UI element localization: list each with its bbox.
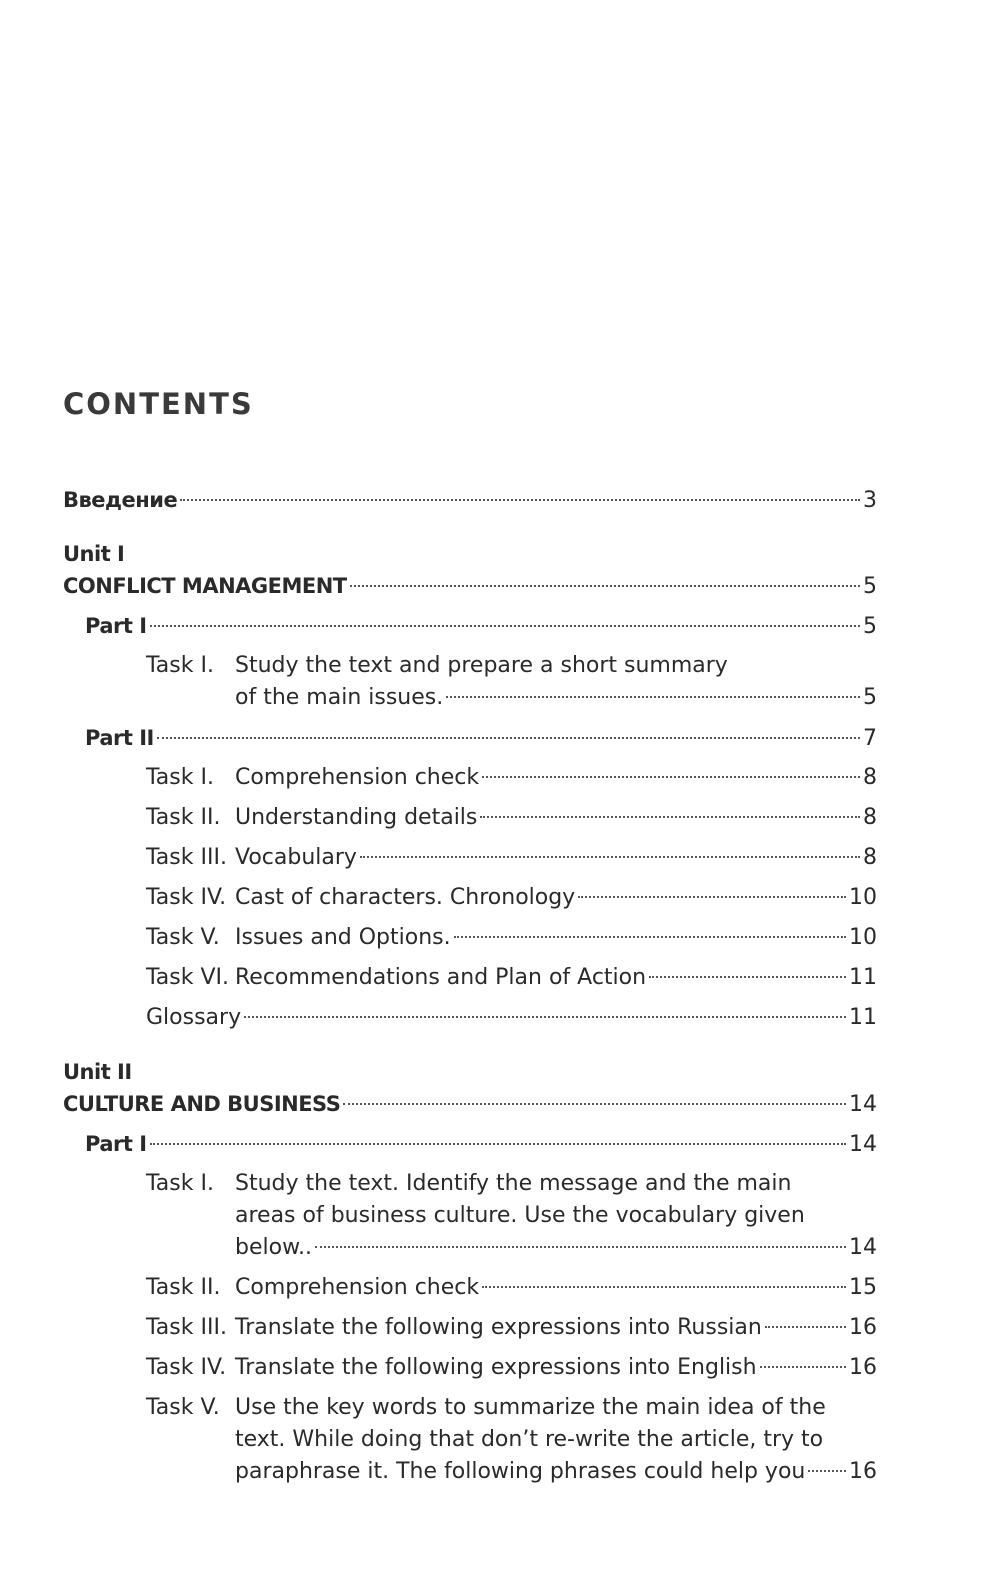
toc-page-number: 14	[849, 1092, 877, 1117]
toc-page-number: 8	[863, 845, 877, 870]
dot-leader	[157, 737, 860, 739]
toc-page-number: 16	[849, 1315, 877, 1340]
dot-leader	[482, 776, 860, 778]
dot-leader	[315, 1246, 846, 1248]
toc-task-entry[interactable]	[63, 1312, 877, 1344]
dot-leader	[343, 1103, 846, 1105]
task-number: Task IV.	[146, 885, 227, 910]
toc-page-number: 10	[849, 885, 877, 910]
dot-leader	[244, 1016, 846, 1018]
dot-leader	[480, 816, 860, 818]
task-text-line: Study the text. Identify the message and the main	[235, 1171, 792, 1196]
unit-label	[63, 538, 877, 570]
toc-page-number: 8	[863, 765, 877, 790]
toc-task-entry[interactable]	[63, 882, 877, 914]
task-text-line: Understanding details	[235, 805, 478, 830]
part-label: Part II	[85, 726, 154, 750]
toc-task-entry[interactable]	[63, 1272, 877, 1304]
toc-page-number: 10	[849, 925, 877, 950]
toc-entry-unit-1-part-1[interactable]	[63, 610, 877, 642]
task-number: Task IV.	[146, 1355, 227, 1380]
toc-entry-unit-2-part-1[interactable]	[63, 1128, 877, 1160]
task-text-line: Comprehension check	[235, 1275, 480, 1300]
unit-2-label: Unit II	[63, 1060, 132, 1084]
dot-leader	[350, 585, 860, 587]
toc-task-entry[interactable]	[63, 842, 877, 874]
unit-2-heading: CULTURE AND BUSINESS	[63, 1092, 341, 1116]
toc-task-entry[interactable]	[63, 1352, 877, 1384]
dot-leader	[765, 1326, 846, 1328]
task-number: Task II.	[146, 1275, 221, 1300]
toc-page-number: 14	[849, 1235, 877, 1260]
page-title: CONTENTS	[63, 387, 254, 421]
task-text-line: Translate the following expressions into English	[235, 1355, 757, 1380]
toc-entry-unit-1-part-2[interactable]	[63, 722, 877, 754]
contents-page	[63, 384, 877, 1488]
task-text-line: paraphrase it. The following phrases could help you	[235, 1459, 806, 1484]
task-text-line: Cast of characters. Chronology	[235, 885, 576, 910]
toc-page-number: 15	[849, 1275, 877, 1300]
task-text-line: Issues and Options.	[235, 925, 451, 950]
task-text-line: Use the key words to summarize the main idea of the	[235, 1395, 826, 1420]
toc-task-entry[interactable]	[63, 922, 877, 954]
dot-leader	[360, 856, 860, 858]
task-text-line: Study the text and prepare a short summary	[235, 653, 728, 678]
unit-1-heading: CONFLICT MANAGEMENT	[63, 574, 347, 598]
task-text-line: Comprehension check	[235, 765, 480, 790]
dot-leader	[150, 1143, 846, 1145]
toc-task-entry[interactable]	[63, 802, 877, 834]
toc-entry-unit-1-heading[interactable]	[63, 570, 877, 602]
toc-task-entry[interactable]	[63, 1168, 877, 1264]
task-number: Task I.	[146, 653, 214, 678]
toc-task-entry[interactable]	[63, 762, 877, 794]
task-number: Task I.	[146, 1171, 214, 1196]
task-text-line: Recommendations and Plan of Action	[235, 965, 647, 990]
toc-page-number: 3	[863, 488, 877, 513]
toc-page-number: 11	[849, 965, 877, 990]
toc-task-entry[interactable]	[63, 962, 877, 994]
dot-leader	[578, 896, 846, 898]
toc-page-number: 5	[863, 614, 877, 639]
part-label: Part I	[85, 614, 147, 638]
toc-entry-unit-2-heading[interactable]	[63, 1088, 877, 1120]
toc-page-number: 7	[863, 726, 877, 751]
task-text-line: text. While doing that don’t re-write the article, try to	[235, 1427, 824, 1452]
dot-leader	[649, 976, 846, 978]
dot-leader	[808, 1470, 846, 1472]
task-text-line: below..	[235, 1235, 313, 1260]
toc-page-number: 11	[849, 1005, 877, 1030]
toc-entry-label: Введение	[63, 488, 178, 512]
dot-leader	[150, 625, 860, 627]
task-number: Task V.	[146, 1395, 220, 1420]
dot-leader	[760, 1366, 846, 1368]
part-label: Part I	[85, 1132, 147, 1156]
toc-task-entry[interactable]	[63, 650, 877, 714]
toc-page-number: 16	[849, 1459, 877, 1484]
task-number: Task II.	[146, 805, 221, 830]
dot-leader	[454, 936, 846, 938]
task-text-line: Vocabulary	[235, 845, 357, 870]
task-number: Task III.	[146, 845, 227, 870]
task-text-line: areas of business culture. Use the vocabulary given	[235, 1203, 805, 1228]
task-number: Task I.	[146, 765, 214, 790]
dot-leader	[180, 499, 860, 501]
toc-page-number: 16	[849, 1355, 877, 1380]
unit-1-label: Unit I	[63, 542, 125, 566]
toc-entry-glossary[interactable]	[63, 1002, 877, 1034]
task-number: Task VI.	[146, 965, 230, 990]
toc-task-entry[interactable]	[63, 1392, 877, 1488]
task-number: Task III.	[146, 1315, 227, 1340]
dot-leader	[446, 696, 860, 698]
task-number: Task V.	[146, 925, 220, 950]
toc-entry-intro[interactable]	[63, 484, 877, 516]
dot-leader	[482, 1286, 846, 1288]
toc-page-number: 5	[863, 685, 877, 710]
toc-page-number: 8	[863, 805, 877, 830]
task-text-line: of the main issues.	[235, 685, 444, 710]
toc-page-number: 5	[863, 574, 877, 599]
glossary-label: Glossary	[146, 1005, 242, 1030]
task-text-line: Translate the following expressions into Russian	[235, 1315, 762, 1340]
unit-label	[63, 1056, 877, 1088]
toc-page-number: 14	[849, 1132, 877, 1157]
